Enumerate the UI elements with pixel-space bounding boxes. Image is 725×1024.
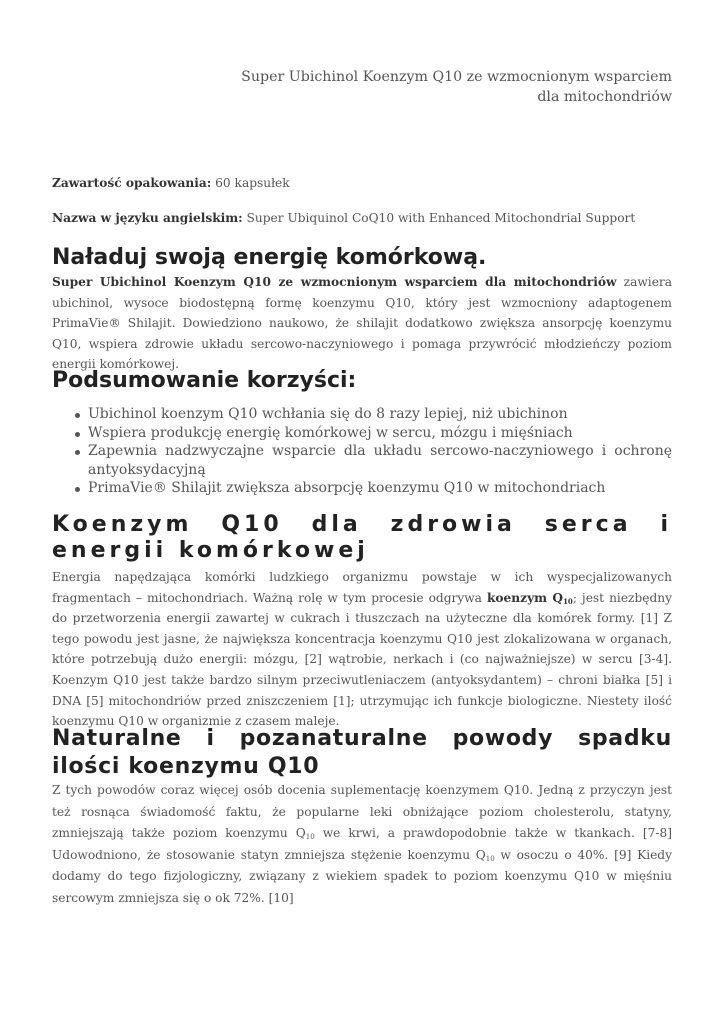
english-name (52, 209, 635, 227)
list-item: PrimaVie® Shilajit zwiększa absorpcję koenzymu Q10 w mitochondriach (88, 479, 672, 498)
paragraph-text: w osoczu o 40%. [9] Kiedy dodamy do tego fizjologiczny, związany z wiekiem spadek to poziom koenzymu Q10 w mięśniu sercowym zmniejsza się o ok 72%. [10] (52, 847, 672, 905)
section-paragraph-energy-text: zawiera ubichinol, wysoce biodostępną formę koenzymu Q10, który jest wzmocniony adaptogenem PrimaVie® Shilajit. Dowiedziono naukowo, że shilajit dodatkowo zwiększa ansorpcję koenzymu Q10, wspiera zdrowie układu sercowo-naczyniowego i pomaga przywrócić młodzieńczy poziom energii komórkowej. (52, 275, 672, 371)
section-heading-energy: Naładuj swoją energię komórkową. (52, 245, 487, 270)
section-heading-coq10-heart: Koenzym Q10 dla zdrowia serca i energii komórkowej (52, 512, 672, 563)
subscript: 10 (485, 854, 495, 863)
package-contents (52, 174, 290, 192)
list-item: Zapewnia nadzwyczajne wsparcie dla układu sercowo-naczyniowego i ochronę antyoksydacyjną (88, 443, 672, 478)
section-paragraph-energy (52, 272, 672, 375)
package-contents-label: Zawartość opakowania: (52, 176, 212, 190)
section-heading-benefits: Podsumowanie korzyści: (52, 368, 357, 393)
paragraph-text: Energia napędzająca komórki ludzkiego organizmu powstaje w ich wyspecjalizowanych fragmentach – mitochondriach. Ważną rolę w tym procesie odgrywa (52, 570, 672, 605)
paragraph-text: ; jest niezbędny do przetworzenia energii zawartej w cukrach i tłuszczach na użyteczne dla komórek formy. [1] Z tego powodu jest jasne, że największa koncentracja koenzymu Q10 jest zlokalizowana w organach, które potrzebują dużo energii: mózgu, [2] wątrobie, nerkach i (co najważniejsze) w sercu [3-4]. Koenzym Q10 jest także bardzo silnym przeciwutleniaczem (antyoksydantem) – chroni białka [5] i DNA [5] mitochondriów przed zniszczeniem [1]; utrzymując ich funkcje biologiczne. Niestety ilość koenzymu Q10 w organizmie z czasem maleje. (52, 590, 673, 729)
list-item: Wspiera produkcję energię komórkowej w sercu, mózgu i mięśniach (88, 424, 672, 443)
section-paragraph-decline-reasons (52, 780, 672, 910)
english-name-label: Nazwa w języku angielskim: (52, 211, 243, 225)
paragraph-text: Z tych powodów coraz więcej osób docenia suplementację koenzymem Q10. Jedną z przyczyn jest też rosnąca świadomość faktu, że popularne leki obniżające poziom cholesterolu, statyny, zmniejszają także poziom koenzymu Q (52, 783, 672, 841)
product-name-bold: Super Ubichinol Koenzym Q10 ze wzmocnionym wsparciem dla mitochondriów (52, 275, 617, 289)
coenzyme-bold (487, 591, 573, 605)
benefits-list (52, 405, 672, 498)
package-contents-value: 60 kapsułek (215, 176, 290, 190)
page-header-title: Super Ubichinol Koenzym Q10 ze wzmocnionym wsparciem dla mitochondriów (241, 69, 672, 105)
subscript: 10 (305, 833, 315, 842)
coenzyme-bold-text: koenzym Q (486, 590, 564, 605)
list-item: Ubichinol koenzym Q10 wchłania się do 8 razy lepiej, niż ubichinon (88, 405, 672, 424)
section-paragraph-coq10-heart (52, 567, 672, 732)
subscript: 10 (563, 596, 573, 606)
english-name-value: Super Ubiquinol CoQ10 with Enhanced Mitochondrial Support (246, 211, 636, 225)
paragraph-text: we krwi, a prawdopodobnie także w tkankach. [7-8] Udowodniono, że stosowanie statyn zmniejsza stężenie koenzymu Q (52, 826, 672, 862)
section-heading-decline-reasons: Naturalne i pozanaturalne powody spadku ilości koenzymu Q10 (52, 726, 672, 779)
